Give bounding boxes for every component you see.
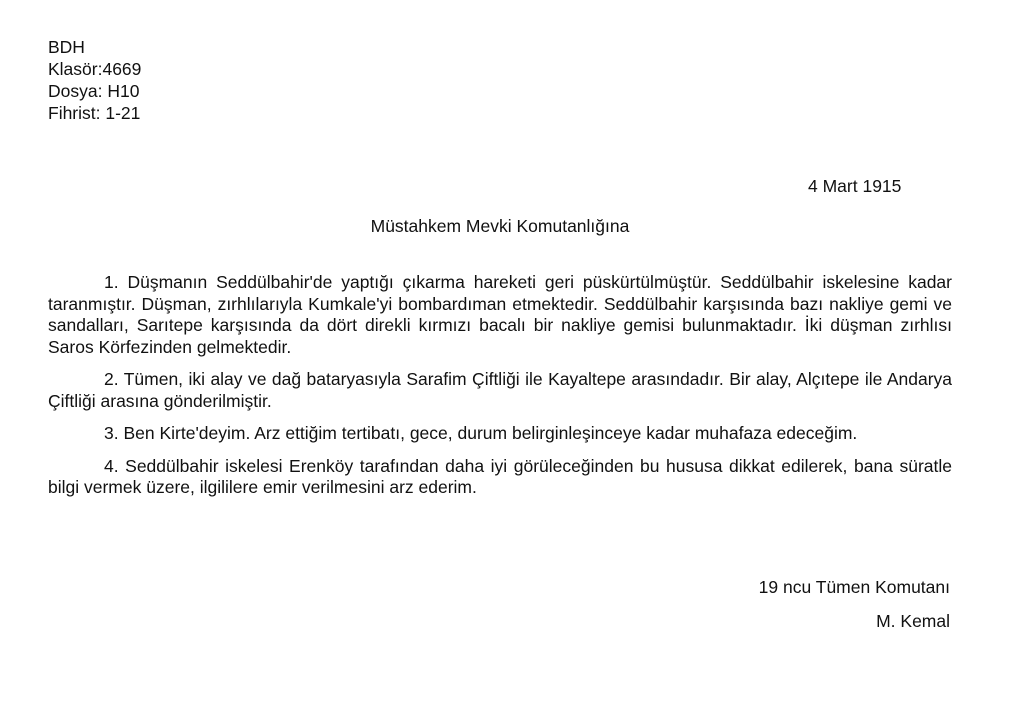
document-date: 4 Mart 1915: [808, 176, 902, 196]
archive-file: Dosya: H10: [48, 81, 140, 101]
signatory-name: M. Kemal: [876, 611, 950, 631]
archive-index: Fihrist: 1-21: [48, 103, 141, 123]
signatory-title: 19 ncu Tümen Komutanı: [758, 577, 950, 597]
letter-body: [48, 272, 952, 499]
signature-block: [759, 570, 950, 638]
archive-reference: [48, 36, 141, 124]
archive-folder: Klasör:4669: [48, 59, 142, 79]
paragraph-1: 1. Düşmanın Seddülbahir'de yaptığı çıkarma hareketi geri püskürtülmüştür. Seddülbahir iskelesine kadar taranmıştır. Düşman, zırhlılarıyla Kumkale'yi bombardıman etmektedir. Seddülbahir karşısında bazı nakliye gemi ve sandalları, Sarıtepe karşısında da dört direkli kırmızı bacalı bir nakliye gemisi bulunmaktadır. İki düşman zırhlısı Saros Körfezinden gelmektedir.: [48, 272, 952, 357]
paragraph-2: 2. Tümen, iki alay ve dağ bataryasıyla Sarafim Çiftliği ile Kayaltepe arasındadır. Bir alay, Alçıtepe ile Andarya Çiftliği arasına gönderilmiştir.: [48, 369, 952, 411]
paragraph-4: 4. Seddülbahir iskelesi Erenköy tarafından daha iyi görüleceğinden bu hususa dikkat edilerek, bana süratle bilgi vermek üzere, ilgililere emir verilmesini arz ederim.: [48, 455, 952, 497]
archive-source: BDH: [48, 37, 85, 57]
paragraph-3: 3. Ben Kirte'deyim. Arz ettiğim tertibatı, gece, durum belirginleşinceye kadar muhafaza edeceğim.: [104, 423, 858, 443]
recipient-heading: Müstahkem Mevki Komutanlığına: [370, 216, 630, 236]
